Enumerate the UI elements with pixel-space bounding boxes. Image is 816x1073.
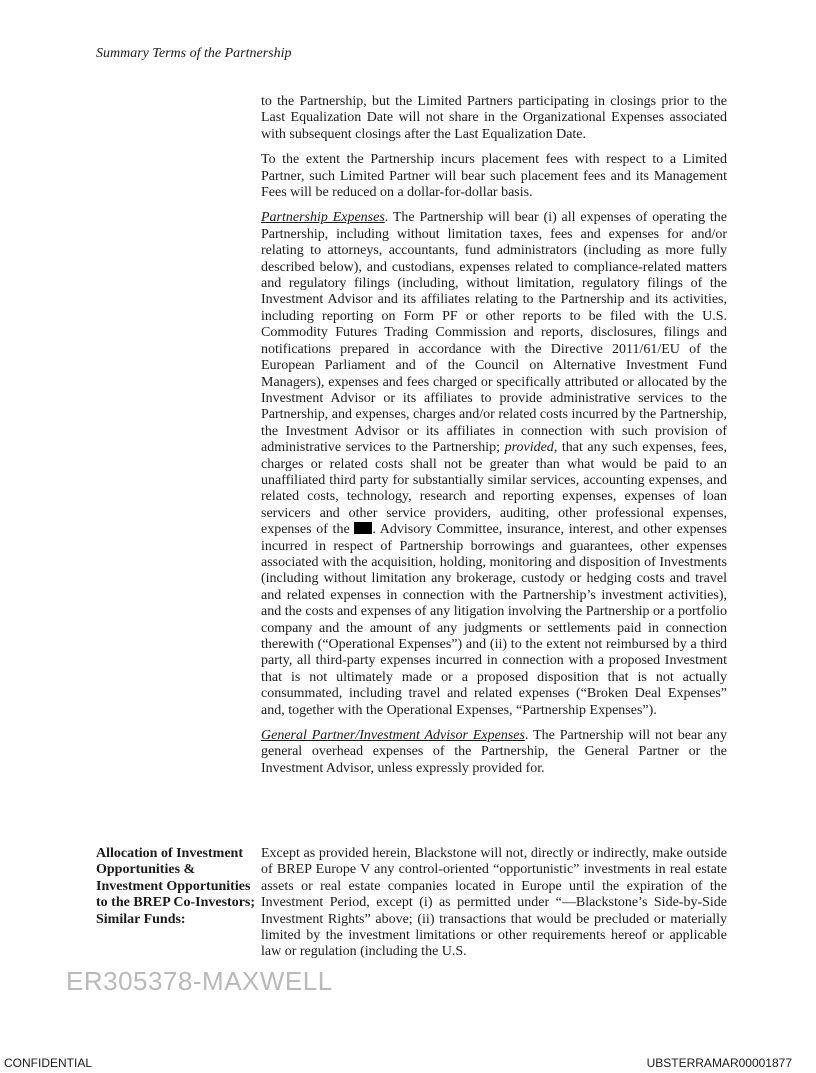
partnership-expenses-text-a: . The Partnership will bear (i) all expenses of operating the Partnership, including without limitation taxes, fees and expenses for and/or relating to attorneys, accountants, fund administrators (including as more fully described below), and custodians, expenses related to compliance-related matters and regulatory filings (including, without limitation, regulatory filings of the Investment Advisor and its affiliates relating to the Partnership and its activities, including reporting on Form PF or other reports to be filed with the U.S. Commodity Futures Trading Commission and reports, disclosures, filings and notifications prepared in accordance with the Directive 2011/61/EU of the European Parliament and of the Council on Alternative Investment Fund Managers), expenses and fees charged or specifically attributed or allocated by the Investment Advisor or its affiliates to provide administrative services to the Partnership, and expenses, charges and/or related costs incurred by the Partnership, the Investment Advisor or its affiliates in connection with such provision of administrative services to the Partnership; (261, 210, 727, 456)
gp-advisor-expenses-heading: General Partner/Investment Advisor Expenses (261, 728, 525, 744)
footer-bates-number: UBSTERRAMAR00001877 (646, 1056, 792, 1070)
partnership-expenses-heading: Partnership Expenses (261, 210, 385, 226)
watermark: ER305378-MAXWELL (66, 966, 333, 996)
footer-confidential: CONFIDENTIAL (4, 1056, 93, 1070)
body-column (261, 94, 727, 786)
allocation-section-text: Except as provided herein, Blackstone will not, directly or indirectly, make outside of BREP Europe V any control-oriented “opportunistic” investments in real estate assets or real estate companies located in Europe until the expiration of the Investment Period, except (i) as permitted under “—Blackstone’s Side-by-Side Investment Rights” above; (ii) transactions that would be precluded or materially limited by the investment limitations or other requirements hereof or applicable law or regulation (including the U.S. (261, 846, 727, 960)
partnership-expenses-text-b: , that any such expenses, fees, charges or related costs shall not be greater than what would be paid to an unaffiliated third party for substantially similar services, accounting expenses, and related costs, technology, research and reporting expenses, expenses of loan servicers and other service providers, auditing, other professional expenses, expenses of the (261, 440, 727, 538)
page-header: Summary Terms of the Partnership (96, 46, 292, 61)
allocation-section-label: Allocation of Investment Opportunities & Investment Opportunities to the BREP Co-Investors; Similar Funds: (96, 846, 256, 927)
paragraph-gp-advisor-expenses (261, 728, 727, 777)
gp-advisor-expenses-text: . The Partnership will not bear any general overhead expenses of the Partnership, the General Partner or the Investment Advisor, unless expressly provided for. (261, 728, 727, 776)
paragraph-partnership-expenses (261, 210, 727, 719)
partnership-expenses-text-c: . Advisory Committee, insurance, interest, and other expenses incurred in respect of Partnership borrowings and guarantees, other expenses associated with the acquisition, holding, monitoring and disposition of Investments (including without limitation any brokerage, custody or hedging costs and travel and related expenses in connection with the Partnership’s investment activities), and the costs and expenses of any litigation involving the Partnership or a portfolio company and the amount of any judgments or settlements paid in connection therewith (“Operational Expenses”) and (ii) to the extent not reimbursed by a third party, all third-party expenses incurred in connection with a proposed Investment that is not ultimately made or a proposed disposition that is not actually consummated, including travel and related expenses (“Broken Deal Expenses” and, together with the Operational Expenses, “Partnership Expenses”). (261, 522, 727, 718)
provided-term: provided (504, 440, 554, 456)
paragraph-organizational-expenses: to the Partnership, but the Limited Partners participating in closings prior to the Last Equalization Date will not share in the Organizational Expenses associated with subsequent closings after the Last Equalization Date. (261, 94, 727, 142)
redaction-box (354, 522, 372, 534)
paragraph-placement-fees: To the extent the Partnership incurs placement fees with respect to a Limited Partner, such Limited Partner will bear such placement fees and its Management Fees will be reduced on a dollar-for-dollar basis. (261, 152, 727, 201)
